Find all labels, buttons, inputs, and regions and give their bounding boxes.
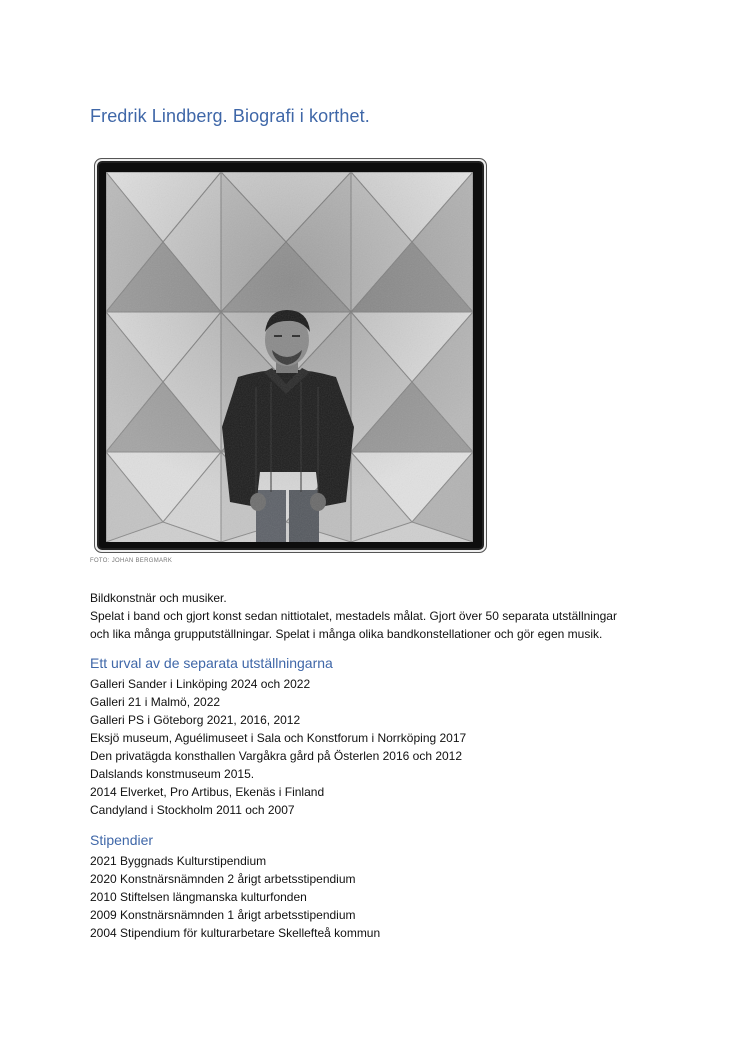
photo-credit: FOTO: JOHAN BERGMARK (90, 558, 173, 564)
exhibitions-list (90, 675, 466, 819)
page-title: Fredrik Lindberg. Biografi i korthet. (90, 106, 370, 126)
exhibition-item: Den privatägda konsthallen Vargåkra gård på Österlen 2016 och 2012 (90, 749, 463, 763)
grant-item: 2004 Stipendium för kulturarbetare Skellefteå kommun (90, 926, 381, 940)
exhibition-item: 2014 Elverket, Pro Artibus, Ekenäs i Finland (90, 785, 325, 799)
grant-item: 2009 Konstnärsnämnden 1 årigt arbetsstipendium (90, 908, 356, 922)
bio-text (90, 589, 690, 643)
grants-heading: Stipendier (90, 832, 154, 848)
bio-line: och lika många grupputställningar. Spelat i många olika bandkonstellationer och gör egen musik. (90, 627, 603, 641)
exhibition-item: Candyland i Stockholm 2011 och 2007 (90, 803, 295, 817)
exhibition-item: Galleri 21 i Malmö, 2022 (90, 695, 221, 709)
grant-item: 2010 Stiftelsen längmanska kulturfonden (90, 890, 307, 904)
bio-line: Spelat i band och gjort konst sedan nittiotalet, mestadels målat. Gjort över 50 separata utställningar (90, 609, 617, 623)
exhibitions-heading: Ett urval av de separata utställningarna (90, 655, 333, 671)
grant-item: 2021 Byggnads Kulturstipendium (90, 854, 267, 868)
grants-list (90, 852, 380, 942)
exhibition-item: Eksjö museum, Aguélimuseet i Sala och Konstforum i Norrköping 2017 (90, 731, 467, 745)
grant-item: 2020 Konstnärsnämnden 2 årigt arbetsstipendium (90, 872, 356, 886)
exhibition-item: Galleri Sander i Linköping 2024 och 2022 (90, 677, 311, 691)
exhibition-item: Dalslands konstmuseum 2015. (90, 767, 255, 781)
bio-line: Bildkonstnär och musiker. (90, 591, 227, 605)
portrait-photo (99, 163, 482, 548)
portrait-photo-image (106, 172, 473, 542)
exhibition-item: Galleri PS i Göteborg 2021, 2016, 2012 (90, 713, 301, 727)
